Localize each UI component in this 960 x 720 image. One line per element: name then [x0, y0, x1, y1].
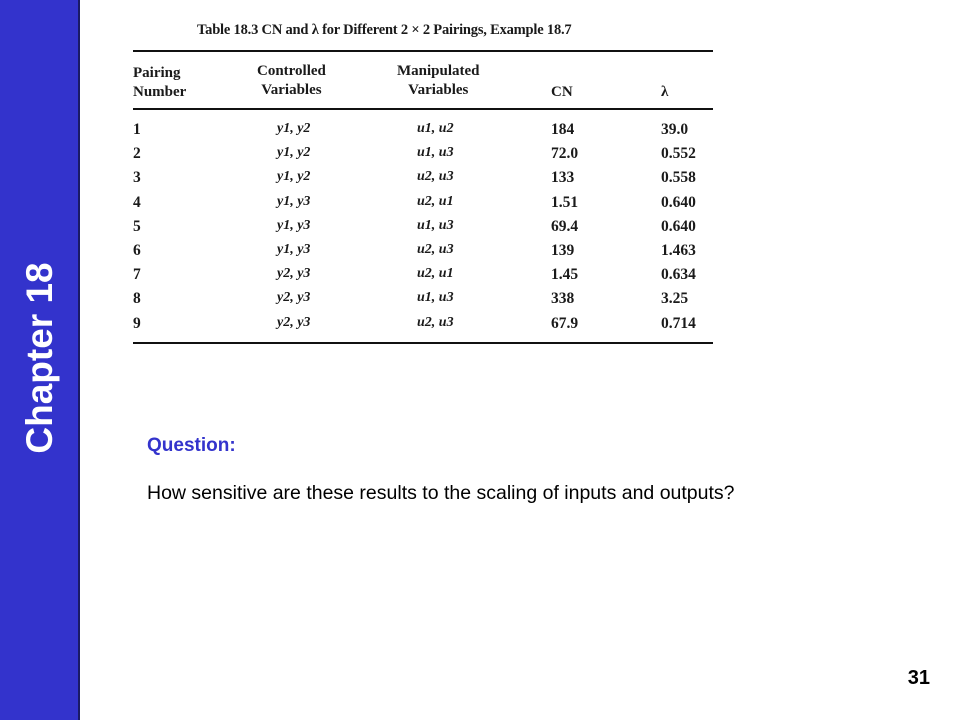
table-cell-num: 1 — [133, 121, 141, 138]
table-cell-num: 3 — [133, 169, 141, 187]
table-cell-cn: 1.45 — [551, 266, 579, 284]
table-cell-num: 6 — [133, 242, 141, 259]
table-cell-lambda: 0.552 — [661, 145, 696, 163]
table-cell-lambda: 0.714 — [661, 314, 696, 332]
header-controlled-variables — [257, 62, 326, 100]
header-manipulated-variables — [397, 62, 480, 100]
table-cell-num: 9 — [133, 314, 141, 332]
table-cell-lambda: 0.640 — [661, 217, 696, 235]
table-cell-controlled: y1, y3 — [277, 242, 311, 257]
table-cell-cn: 133 — [551, 169, 575, 187]
header-controlled-line2: Variables — [261, 82, 322, 98]
table-cell-manipulated: u2, u1 — [417, 193, 454, 209]
table-cell-manipulated: u2, u3 — [417, 242, 454, 257]
table-cell-lambda: 1.463 — [661, 242, 696, 259]
table-caption: Table 18.3 CN and λ for Different 2 × 2 Pairings, Example 18.7 — [197, 22, 572, 38]
table-cell-cn: 338 — [551, 290, 575, 308]
table-cell-manipulated: u2, u1 — [417, 266, 454, 282]
chapter-sidebar — [0, 0, 80, 720]
table-cell-lambda: 39.0 — [661, 121, 689, 138]
table-bottom-rule — [133, 342, 713, 344]
chapter-label: Chapter 18 — [19, 262, 60, 454]
header-cn: CN — [551, 84, 573, 100]
header-pairing-line2: Number — [133, 84, 187, 100]
page-number: 31 — [907, 667, 930, 689]
table-cell-manipulated: u1, u3 — [417, 145, 454, 161]
header-lambda: λ — [661, 84, 669, 100]
table-cell-num: 7 — [133, 266, 141, 284]
table-cell-cn: 69.4 — [551, 217, 579, 235]
table-cell-lambda: 0.558 — [661, 169, 696, 187]
table-cell-lambda: 0.634 — [661, 266, 696, 284]
header-manipulated-line1: Manipulated — [397, 63, 480, 79]
table-cell-controlled: y2, y3 — [277, 266, 311, 282]
table-cell-controlled: y1, y2 — [277, 145, 311, 161]
table-cell-num: 5 — [133, 217, 141, 235]
header-manipulated-line2: Variables — [408, 82, 469, 98]
table-cell-cn: 72.0 — [551, 145, 579, 163]
table-cell-controlled: y1, y2 — [277, 169, 311, 185]
table-cell-cn: 67.9 — [551, 314, 579, 332]
header-controlled-line1: Controlled — [257, 63, 326, 79]
table-cell-manipulated: u2, u3 — [417, 314, 454, 330]
table-cell-cn: 139 — [551, 242, 575, 259]
table-cell-lambda: 0.640 — [661, 193, 696, 211]
table-cell-num: 2 — [133, 145, 141, 163]
question-title: Question: — [147, 435, 236, 456]
table-cell-manipulated: u1, u2 — [417, 121, 454, 136]
table-cell-controlled: y1, y3 — [277, 217, 311, 233]
table-header-rule — [133, 108, 713, 110]
table-cell-controlled: y2, y3 — [277, 290, 311, 306]
table-cell-controlled: y1, y3 — [277, 193, 311, 209]
table-cell-cn: 184 — [551, 121, 575, 138]
table-cell-controlled: y2, y3 — [277, 314, 311, 330]
table-cell-cn: 1.51 — [551, 193, 579, 211]
header-pairing-number — [133, 64, 186, 102]
table-cell-lambda: 3.25 — [661, 290, 689, 308]
table-cell-manipulated: u1, u3 — [417, 290, 454, 306]
table-cell-manipulated: u2, u3 — [417, 169, 454, 185]
table-cell-num: 4 — [133, 193, 141, 211]
header-pairing-line1: Pairing — [133, 65, 181, 81]
table-cell-controlled: y1, y2 — [277, 121, 311, 136]
question-body: How sensitive are these results to the scaling of inputs and outputs? — [147, 482, 735, 504]
table-top-rule — [133, 50, 713, 52]
table-cell-manipulated: u1, u3 — [417, 217, 454, 233]
table-cell-num: 8 — [133, 290, 141, 308]
